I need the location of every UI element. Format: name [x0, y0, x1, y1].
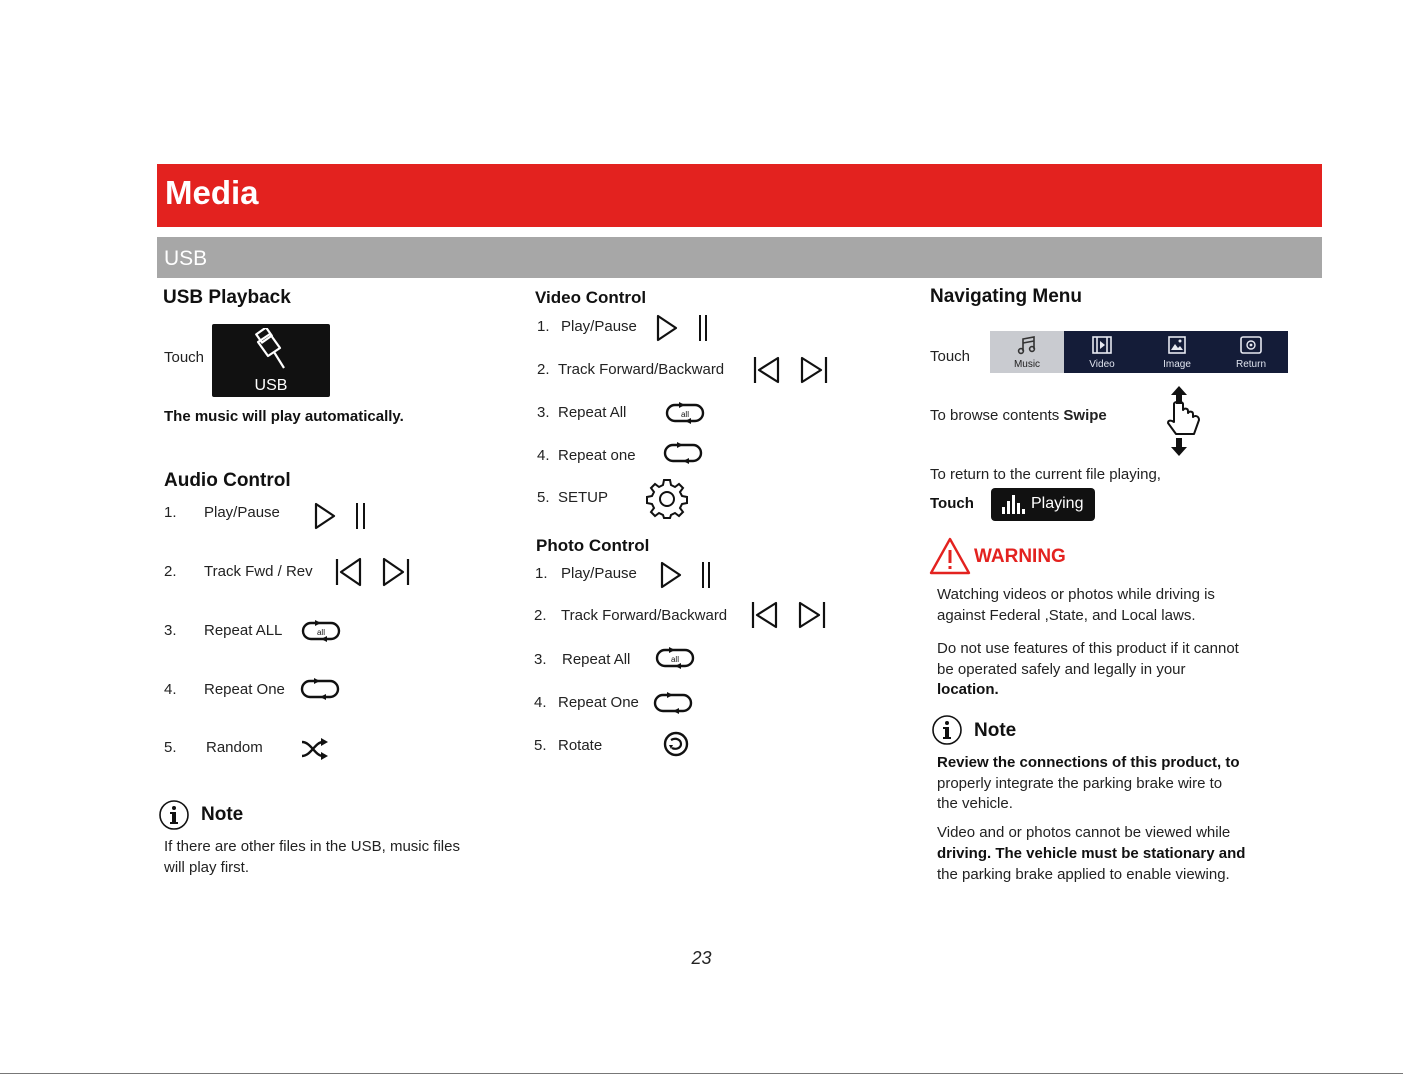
usb-button-label: USB	[254, 377, 288, 394]
image-icon	[1168, 336, 1186, 354]
video-control-heading: Video Control	[535, 288, 647, 307]
note-text-line: Review the connections of this product, to	[937, 754, 1240, 771]
video-repeat-one-label: Repeat one	[558, 447, 636, 464]
media-menu-bar	[990, 331, 1288, 373]
photo-repeat-one-label: Repeat One	[558, 694, 639, 711]
usb-plug-icon	[250, 328, 290, 374]
tab-image[interactable]	[1140, 331, 1214, 373]
repeat-one-icon	[300, 678, 340, 700]
section-title: USB	[164, 247, 208, 270]
note-text-line: the vehicle.	[937, 795, 1013, 812]
photo-control-heading: Photo Control	[536, 536, 650, 555]
info-icon	[931, 714, 963, 746]
note-text-line: Video and or photos cannot be viewed while	[937, 824, 1231, 841]
media-title-banner	[157, 164, 1322, 227]
repeat-one-icon	[663, 442, 703, 464]
usb-button[interactable]	[212, 324, 330, 397]
note-text-line: If there are other files in the USB, music files	[164, 838, 460, 855]
photo-item-num: 5.	[534, 737, 547, 754]
return-instruction: To return to the current file playing,	[930, 466, 1161, 483]
play-pause-icon	[659, 560, 717, 590]
repeat-all-icon	[665, 402, 705, 424]
info-icon	[158, 799, 190, 831]
video-item-num: 5.	[537, 489, 550, 506]
play-pause-icon	[655, 313, 713, 343]
photo-play-pause-label: Play/Pause	[561, 565, 637, 582]
audio-control-heading: Audio Control	[164, 470, 291, 491]
photo-track-label: Track Forward/Backward	[561, 607, 728, 624]
photo-item-num: 4.	[534, 694, 547, 711]
audio-item-num: 1.	[164, 504, 177, 521]
svg-text:all: all	[670, 655, 680, 664]
audio-random-label: Random	[206, 739, 263, 756]
bottom-divider	[0, 1073, 1403, 1074]
browse-text: To browse contents	[930, 407, 1064, 424]
swipe-keyword: Swipe	[1063, 407, 1107, 424]
video-item-num: 2.	[537, 361, 550, 378]
tab-label: Return	[1235, 359, 1266, 370]
note-text-line: the parking brake applied to enable viewing.	[937, 866, 1230, 883]
nav-touch-label: Touch	[930, 348, 971, 365]
track-previous-next-icon	[752, 355, 832, 385]
photo-item-num: 1.	[535, 565, 548, 582]
return-icon	[1240, 336, 1262, 354]
warning-text-line: be operated safely and legally in your	[937, 661, 1186, 678]
warning-text-line: Watching videos or photos while driving is	[937, 586, 1215, 603]
equalizer-icon	[1001, 495, 1025, 514]
note-heading: Note	[974, 720, 1017, 741]
music-note-icon	[1017, 336, 1037, 356]
playing-label: Playing	[1031, 495, 1084, 512]
note-text-line: properly integrate the parking brake wire to	[937, 775, 1223, 792]
track-previous-next-icon	[334, 556, 414, 588]
audio-item-num: 4.	[164, 681, 177, 698]
tab-label: Image	[1163, 359, 1191, 370]
tab-label: Music	[1013, 359, 1041, 370]
warning-text-line: Do not use features of this product if it cannot	[937, 640, 1239, 657]
audio-item-num: 5.	[164, 739, 177, 756]
warning-text-line: location.	[937, 681, 999, 698]
tab-video[interactable]	[1065, 331, 1139, 373]
photo-repeat-all-label: Repeat All	[562, 651, 631, 668]
note-heading: Note	[201, 804, 244, 825]
page-title: Media	[165, 174, 259, 211]
play-pause-icon	[313, 500, 373, 532]
tab-music[interactable]	[990, 331, 1064, 373]
usb-playback-heading: USB Playback	[163, 287, 291, 308]
gear-icon	[646, 477, 688, 519]
rotate-icon	[663, 731, 689, 757]
svg-text:all: all	[316, 628, 326, 637]
video-item-num: 3.	[537, 404, 550, 421]
warning-heading: WARNING	[974, 546, 1066, 567]
audio-repeat-all-label: Repeat ALL	[204, 622, 283, 639]
auto-play-text: The music will play automatically.	[164, 408, 404, 425]
video-item-num: 4.	[537, 447, 550, 464]
usb-touch-label: Touch	[164, 349, 205, 366]
tab-return[interactable]	[1214, 331, 1288, 373]
warning-text-line: against Federal ,State, and Local laws.	[937, 607, 1196, 624]
svg-text:all: all	[680, 410, 690, 419]
audio-item-num: 2.	[164, 563, 177, 580]
photo-rotate-label: Rotate	[558, 737, 603, 754]
audio-track-label: Track Fwd / Rev	[204, 563, 313, 580]
film-icon	[1092, 336, 1112, 354]
video-play-pause-label: Play/Pause	[561, 318, 637, 335]
shuffle-icon	[301, 737, 329, 761]
playing-touch-label: Touch	[930, 495, 974, 512]
navigating-menu-heading: Navigating Menu	[930, 286, 1083, 307]
usb-section-banner	[157, 237, 1322, 278]
track-previous-next-icon	[750, 600, 830, 630]
video-setup-label: SETUP	[558, 489, 609, 506]
page-number: 23	[691, 948, 712, 968]
video-item-num: 1.	[537, 318, 550, 335]
browse-instruction	[930, 407, 1107, 424]
photo-item-num: 3.	[534, 651, 547, 668]
video-track-label: Track Forward/Backward	[558, 361, 725, 378]
note-text-line: driving. The vehicle must be stationary and	[937, 845, 1246, 862]
warning-triangle-icon	[929, 537, 971, 575]
playing-button[interactable]	[991, 488, 1095, 521]
repeat-one-icon	[653, 692, 693, 714]
audio-item-num: 3.	[164, 622, 177, 639]
repeat-all-icon	[301, 620, 341, 642]
repeat-all-icon	[655, 647, 695, 669]
swipe-gesture-icon	[1162, 386, 1204, 456]
note-text-line: will play first.	[164, 859, 250, 876]
audio-play-pause-label: Play/Pause	[204, 504, 280, 521]
video-repeat-all-label: Repeat All	[558, 404, 627, 421]
audio-repeat-one-label: Repeat One	[204, 681, 285, 698]
photo-item-num: 2.	[534, 607, 547, 624]
tab-label: Video	[1089, 359, 1115, 370]
